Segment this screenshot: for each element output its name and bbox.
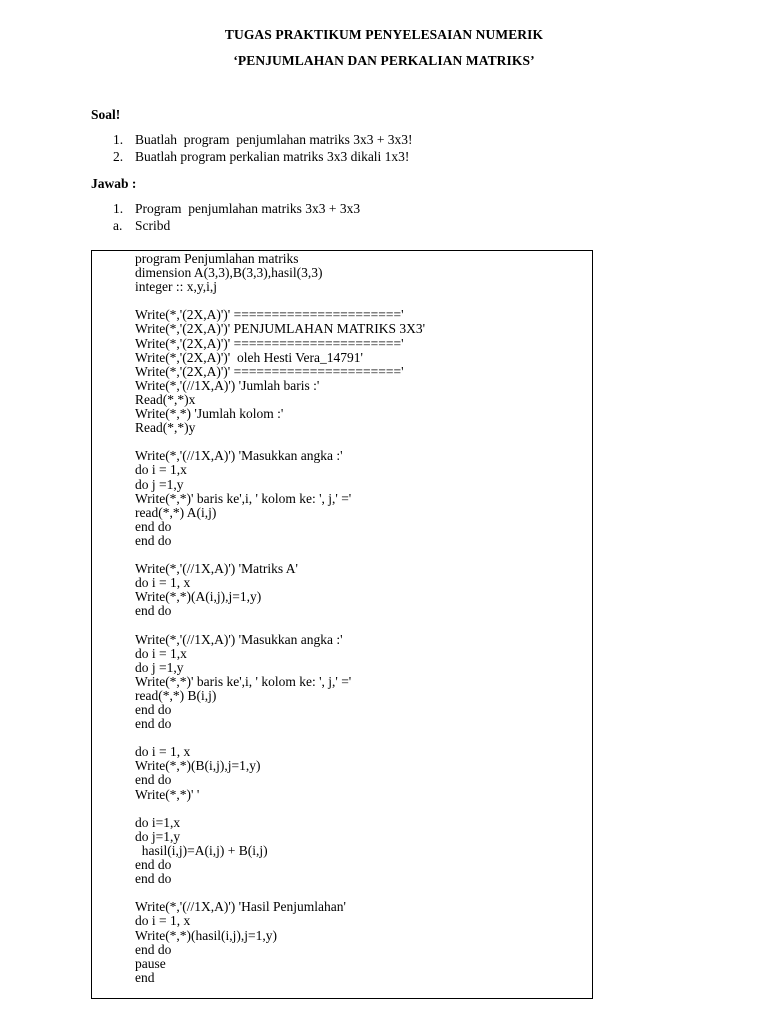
jawab-item (113, 200, 360, 217)
code-line: Write(*,*)(B(i,j),j=1,y) (135, 758, 261, 774)
soal-list (113, 131, 413, 165)
code-line: Write(*,'(2X,A)')' PENJUMLAHAN MATRIKS 3X3' (135, 321, 426, 337)
code-line: end do (135, 857, 172, 873)
code-line: do i = 1,x (135, 462, 187, 478)
jawab-heading: Jawab : (91, 176, 137, 191)
code-line: program Penjumlahan matriks (135, 251, 299, 266)
code-line: Write(*,'(//1X,A)') 'Masukkan angka :' (135, 448, 343, 464)
code-line (135, 731, 425, 745)
code-line: Write(*,'(//1X,A)') 'Masukkan angka :' (135, 631, 343, 647)
code-line: end do (135, 772, 172, 788)
code-line: Write(*,*)' baris ke',i, ' kolom ke: ', j,' =' (135, 673, 352, 689)
document-title: TUGAS PRAKTIKUM PENYELESAIAN NUMERIK (224, 27, 544, 42)
code-line (135, 618, 425, 632)
list-marker: 2. (113, 149, 124, 164)
code-line: do j =1,y (135, 659, 184, 675)
code-line (135, 294, 425, 308)
code-line: end do (135, 716, 172, 732)
code-line: pause (135, 955, 166, 971)
code-line: end do (135, 603, 172, 619)
code-line (135, 802, 425, 816)
code-line: Read(*,*)x (135, 391, 196, 407)
code-line: Write(*,*)(hasil(i,j),j=1,y) (135, 927, 278, 943)
code-line: integer :: x,y,i,j (135, 279, 217, 295)
code-listing-box (91, 250, 593, 999)
code-line: dimension A(3,3),B(3,3),hasil(3,3) (135, 265, 323, 281)
code-line: Write(*,*)(A(i,j),j=1,y) (135, 589, 262, 605)
code-line: do i = 1, x (135, 575, 191, 591)
list-marker: 1. (113, 132, 124, 147)
list-text: Buatlah program perkalian matriks 3x3 dikali 1x3! (135, 149, 410, 164)
jawab-list (113, 200, 360, 234)
code-line: do i=1,x (135, 814, 181, 830)
code-line: Write(*,'(//1X,A)') 'Hasil Penjumlahan' (135, 899, 346, 915)
code-line: read(*,*) B(i,j) (135, 687, 217, 703)
list-text: Buatlah program penjumlahan matriks 3x3 + 3x3! (135, 132, 413, 147)
list-text: Scribd (135, 218, 171, 233)
code-line: hasil(i,j)=A(i,j) + B(i,j) (135, 842, 268, 858)
document-subtitle: ‘PENJUMLAHAN DAN PERKALIAN MATRIKS’ (233, 53, 535, 68)
code-line: end do (135, 941, 172, 957)
code-line (135, 886, 425, 900)
code-line: Write(*,'(2X,A)')' ======================' (135, 307, 404, 323)
code-line: Write(*,'(2X,A)')' ======================' (135, 335, 404, 351)
code-line: do i = 1,x (135, 645, 187, 661)
code-line: Write(*,*) 'Jumlah kolom :' (135, 406, 284, 422)
code-line: do i = 1, x (135, 913, 191, 929)
soal-item (113, 148, 413, 165)
list-text: Program penjumlahan matriks 3x3 + 3x3 (135, 201, 361, 216)
code-line: end do (135, 518, 172, 534)
code-line: Write(*,*)' ' (135, 786, 200, 802)
code-line: do j=1,y (135, 828, 181, 844)
list-marker: 1. (113, 201, 124, 216)
code-line: Write(*,'(//1X,A)') 'Matriks A' (135, 561, 298, 577)
code-line: Write(*,'(2X,A)')' ======================' (135, 363, 404, 379)
jawab-item (113, 217, 360, 234)
code-line: Write(*,*)' baris ke',i, ' kolom ke: ', j,' =' (135, 490, 352, 506)
list-marker: a. (113, 218, 123, 233)
code-line: end do (135, 532, 172, 548)
soal-heading: Soal! (91, 107, 121, 122)
code-line: end do (135, 702, 172, 717)
soal-item (113, 131, 413, 148)
code-line: Write(*,'(//1X,A)') 'Jumlah baris :' (135, 377, 320, 393)
code-line: do i = 1, x (135, 744, 191, 760)
code-listing (135, 252, 425, 985)
code-line: Read(*,*)y (135, 420, 196, 436)
code-line: end (135, 969, 155, 985)
code-line (135, 548, 425, 562)
code-line: read(*,*) A(i,j) (135, 504, 217, 520)
code-line: Write(*,'(2X,A)')' oleh Hesti Vera_14791' (135, 349, 363, 365)
code-line: do j =1,y (135, 476, 184, 492)
code-line: end do (135, 871, 172, 887)
code-line (135, 435, 425, 449)
